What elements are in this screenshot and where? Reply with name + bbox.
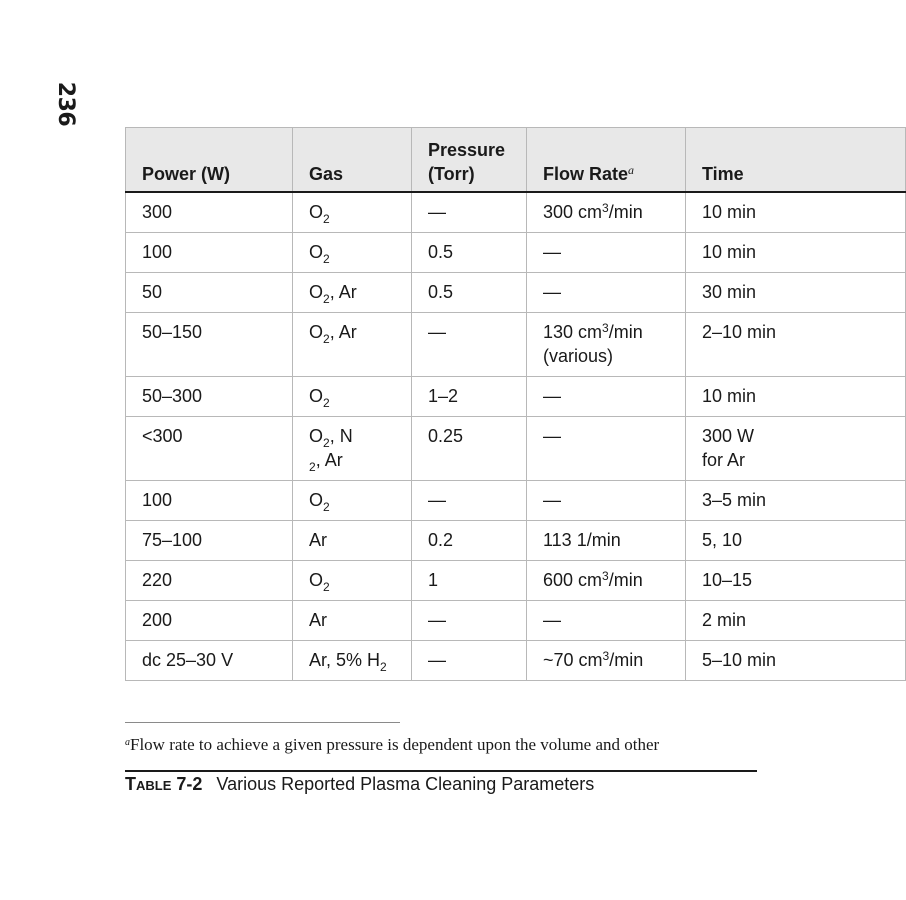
- cell-flow-rate: [527, 417, 686, 481]
- cell-time: [686, 521, 906, 561]
- time-line: 5, 10: [702, 530, 743, 550]
- cell-time: [686, 377, 906, 417]
- flow-line: [543, 648, 669, 672]
- cell-pressure: 0.25: [412, 417, 527, 481]
- footnote-marker: a: [125, 737, 130, 748]
- cell-pressure: 1–2: [412, 377, 527, 417]
- gas-line: [309, 240, 395, 264]
- gas-text: O: [309, 242, 324, 262]
- cell-power: 200: [126, 601, 293, 641]
- table-row: [126, 233, 906, 273]
- flow-text-suffix: /min: [608, 570, 643, 590]
- flow-text-suffix: /min: [608, 322, 643, 342]
- gas-line: [309, 568, 395, 592]
- cell-power: 100: [126, 481, 293, 521]
- table-header-row: [126, 128, 906, 193]
- cell-power: 75–100: [126, 521, 293, 561]
- table-row: [126, 601, 906, 641]
- cell-time: [686, 313, 906, 377]
- gas-text: O: [309, 570, 324, 590]
- flow-text: ~70 cm: [543, 650, 603, 670]
- flow-text: 600 cm: [543, 570, 603, 590]
- cell-pressure: —: [412, 641, 527, 681]
- page-number: 236: [53, 81, 79, 127]
- gas-text: O: [309, 426, 324, 446]
- gas-line: [309, 200, 395, 224]
- gas-line: [309, 488, 395, 512]
- cell-pressure: 0.5: [412, 233, 527, 273]
- flow-text: 113 1/min: [543, 530, 621, 550]
- cell-time: [686, 233, 906, 273]
- caption-label: Table 7-2: [125, 774, 203, 794]
- flow-text: —: [543, 610, 561, 630]
- gas-line: [309, 280, 395, 304]
- cell-gas: [293, 641, 412, 681]
- cell-gas: [293, 417, 412, 481]
- footnote: [125, 735, 757, 755]
- gas-text: Ar: [309, 610, 327, 630]
- table-row: [126, 561, 906, 601]
- cell-flow-rate: [527, 641, 686, 681]
- cell-flow-rate: [527, 521, 686, 561]
- caption-divider: [125, 770, 757, 772]
- gas-line: [309, 528, 395, 552]
- flow-text: —: [543, 282, 561, 302]
- caption-title: Various Reported Plasma Cleaning Parameters: [216, 774, 595, 794]
- flow-text: 130 cm: [543, 322, 603, 342]
- footnote-divider: [125, 722, 400, 723]
- cell-power: 100: [126, 233, 293, 273]
- table-row: [126, 481, 906, 521]
- table-row: [126, 273, 906, 313]
- cell-time: [686, 601, 906, 641]
- time-line: 30 min: [702, 282, 757, 302]
- cell-time: [686, 641, 906, 681]
- table-row: [126, 313, 906, 377]
- flow-line: [543, 200, 669, 224]
- subscript: 2: [323, 332, 330, 346]
- cell-time: [686, 417, 906, 481]
- flow-text: —: [543, 242, 561, 262]
- flow-line: [543, 384, 669, 408]
- cell-pressure: 0.5: [412, 273, 527, 313]
- cell-gas: [293, 481, 412, 521]
- cell-time: [686, 273, 906, 313]
- header-power: Power (W): [126, 128, 293, 193]
- flow-text: —: [543, 490, 561, 510]
- header-flow-rate: [527, 128, 686, 193]
- subscript: 2: [323, 396, 330, 410]
- cell-power: 50: [126, 273, 293, 313]
- cell-flow-rate: [527, 192, 686, 233]
- time-line: 3–5 min: [702, 490, 767, 510]
- header-gas: Gas: [293, 128, 412, 193]
- cell-gas: [293, 233, 412, 273]
- subscript: 2: [323, 212, 330, 226]
- subscript: 2: [309, 460, 316, 474]
- flow-line: [543, 608, 669, 632]
- cell-pressure: —: [412, 313, 527, 377]
- header-pressure: Pressure (Torr): [412, 128, 527, 193]
- flow-line: [543, 568, 669, 592]
- gas-text: O: [309, 490, 324, 510]
- superscript: 3: [602, 321, 609, 335]
- cell-power: 300: [126, 192, 293, 233]
- cell-time: [686, 561, 906, 601]
- time-line: 2–10 min: [702, 322, 777, 342]
- gas-text-suffix: , Ar: [315, 450, 343, 470]
- cell-pressure: —: [412, 192, 527, 233]
- gas-text: O: [309, 282, 324, 302]
- gas-text-suffix: , Ar: [329, 282, 357, 302]
- table-row: [126, 521, 906, 561]
- subscript: 2: [380, 660, 387, 674]
- header-time: Time: [686, 128, 906, 193]
- gas-line: [309, 384, 395, 408]
- table-row: [126, 417, 906, 481]
- subscript: 2: [323, 292, 330, 306]
- cell-power: 50–300: [126, 377, 293, 417]
- cell-pressure: —: [412, 481, 527, 521]
- time-line: 10 min: [702, 242, 757, 262]
- flow-rate-note-marker: a: [628, 163, 635, 177]
- table-row: [126, 377, 906, 417]
- cell-gas: [293, 561, 412, 601]
- cell-pressure: —: [412, 601, 527, 641]
- flow-text: (various): [543, 346, 614, 366]
- cell-flow-rate: [527, 377, 686, 417]
- footnote-text: Flow rate to achieve a given pressure is dependent upon the volume and other: [130, 735, 660, 754]
- flow-text: —: [543, 426, 561, 446]
- cell-gas: [293, 313, 412, 377]
- flow-text-suffix: /min: [608, 202, 643, 222]
- cell-gas: [293, 192, 412, 233]
- superscript: 3: [602, 201, 609, 215]
- table-row: [126, 641, 906, 681]
- time-line: 5–10 min: [702, 650, 777, 670]
- cell-flow-rate: [527, 561, 686, 601]
- time-line: for Ar: [702, 450, 746, 470]
- gas-text: O: [309, 202, 324, 222]
- gas-text-suffix: , Ar: [329, 322, 357, 342]
- gas-line: [309, 648, 395, 672]
- cell-flow-rate: [527, 481, 686, 521]
- flow-line: [543, 344, 669, 368]
- parameters-table-container: [125, 127, 777, 681]
- gas-text: O: [309, 386, 324, 406]
- cell-gas: [293, 377, 412, 417]
- cell-gas: [293, 521, 412, 561]
- cell-flow-rate: [527, 313, 686, 377]
- time-line: 10–15: [702, 570, 753, 590]
- subscript: 2: [323, 436, 330, 450]
- cell-gas: [293, 273, 412, 313]
- subscript: 2: [323, 580, 330, 594]
- flow-line: [543, 320, 669, 344]
- gas-line: [309, 448, 395, 472]
- flow-text-suffix: /min: [609, 650, 644, 670]
- table-caption: [125, 774, 594, 795]
- cell-time: [686, 192, 906, 233]
- cell-flow-rate: [527, 601, 686, 641]
- time-line: 10 min: [702, 386, 757, 406]
- cell-power: dc 25–30 V: [126, 641, 293, 681]
- subscript: 2: [323, 500, 330, 514]
- flow-text: —: [543, 386, 561, 406]
- flow-line: [543, 528, 669, 552]
- flow-line: [543, 424, 669, 448]
- time-line: 2 min: [702, 610, 747, 630]
- table-body: [126, 192, 906, 681]
- cell-flow-rate: [527, 273, 686, 313]
- subscript: 2: [323, 252, 330, 266]
- cell-power: <300: [126, 417, 293, 481]
- cell-power: 220: [126, 561, 293, 601]
- time-line: 10 min: [702, 202, 757, 222]
- gas-text: Ar, 5% H: [309, 650, 381, 670]
- time-line: 300 W: [702, 426, 755, 446]
- superscript: 3: [602, 649, 610, 663]
- flow-line: [543, 488, 669, 512]
- cell-pressure: 0.2: [412, 521, 527, 561]
- cell-gas: [293, 601, 412, 641]
- cell-pressure: 1: [412, 561, 527, 601]
- gas-line: [309, 320, 395, 344]
- header-flow-rate-label: Flow Rate: [543, 164, 629, 184]
- flow-line: [543, 280, 669, 304]
- flow-text: 300 cm: [543, 202, 603, 222]
- cell-time: [686, 481, 906, 521]
- table-row: [126, 192, 906, 233]
- superscript: 3: [602, 569, 609, 583]
- cell-flow-rate: [527, 233, 686, 273]
- gas-line: [309, 608, 395, 632]
- plasma-cleaning-table: [125, 127, 906, 681]
- gas-line: [309, 424, 395, 448]
- gas-text: Ar: [309, 530, 327, 550]
- gas-text-suffix: , N: [329, 426, 353, 446]
- flow-line: [543, 240, 669, 264]
- gas-text: O: [309, 322, 324, 342]
- cell-power: 50–150: [126, 313, 293, 377]
